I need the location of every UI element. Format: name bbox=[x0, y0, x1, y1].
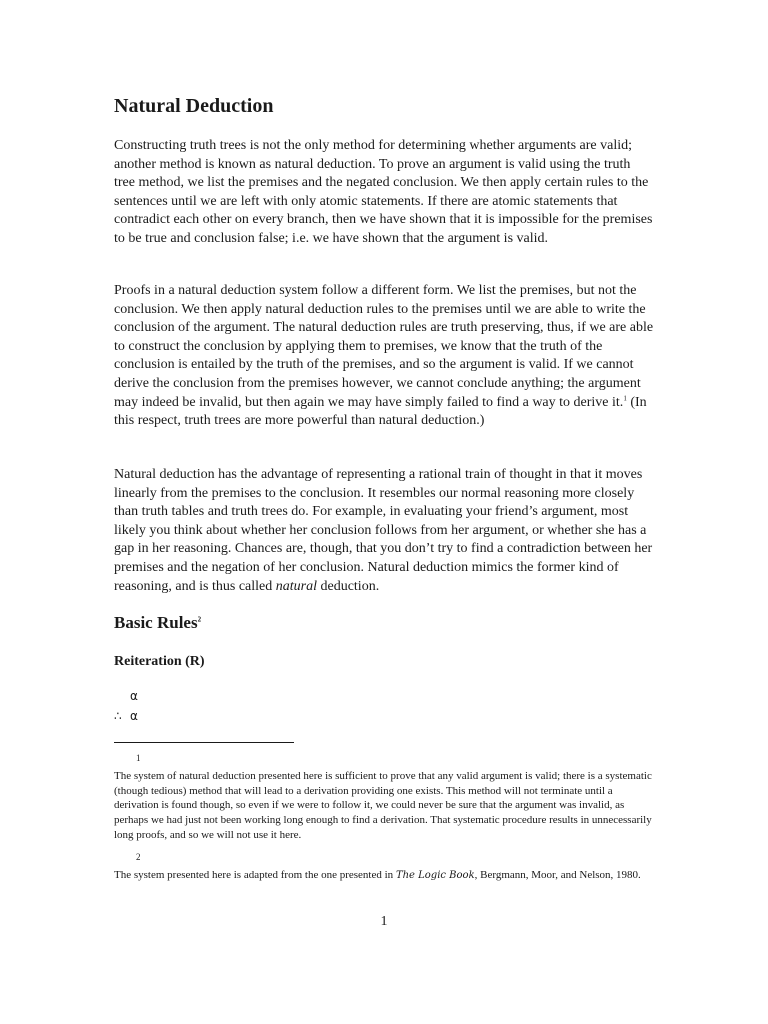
footnote-number-1: 1 bbox=[136, 753, 141, 763]
section-title bbox=[114, 612, 201, 634]
footnote-ref-2[interactable]: 2 bbox=[197, 615, 202, 624]
paragraph-advantage bbox=[114, 466, 654, 596]
footnote-number-2: 2 bbox=[136, 852, 141, 862]
document-title: Natural Deduction bbox=[114, 95, 274, 117]
footnote-text-1: The system of natural deduction presented here is sufficient to prove that any valid argument is valid; there is a systematic (though tedious) method that will lead to a derivation providing one exists. This method will not terminate until a derivation is found though, so even if we were to follow it, we could never be sure that the argument was invalid, as perhaps we had just not been working long enough to find a derivation. That systematic procedure results in unnecessarily long proofs, and so we will not use it here. bbox=[114, 770, 652, 841]
footnote-separator bbox=[114, 742, 294, 743]
paragraph-proofs-text: Proofs in a natural deduction system follow a different form. We list the premises, but not the conclusion. We then apply natural deduction rules to the premises until we are able to write the conclusion of the argument. The natural deduction rules are truth preserving, thus, if we are able to construct the conclusion by applying them to premises, we know that the truth of the conclusion is entailed by the truth of the premises, and so the argument is valid. If we cannot derive the conclusion from the premises however, we cannot conclude anything; the argument may indeed be invalid, but then again we may have simply failed to find a way to derive it. bbox=[114, 283, 654, 410]
paragraph-advantage-text: Natural deduction has the advantage of representing a rational train of thought in that it moves linearly from the premises to the conclusion. It resembles our normal reasoning more closely than truth tables and truth trees do. For example, in evaluating your friend’s argument, most likely you think about whether her conclusion follows from her argument, or whether she has a gap in her reasoning. Chances are, though, that you don’t try to find a contradiction between her premises and the negation of her conclusion. Natural deduction mimics the former kind of reasoning, and is thus called bbox=[114, 467, 653, 594]
emphasis-natural: natural bbox=[275, 578, 317, 594]
rule-premise-line bbox=[114, 688, 138, 704]
page-number: 1 bbox=[380, 914, 388, 929]
paragraph-advantage-tail: deduction. bbox=[316, 578, 380, 594]
book-title: The Logic Book bbox=[395, 870, 475, 881]
footnote-text-2 bbox=[114, 868, 654, 884]
rule-formula: α bbox=[130, 709, 138, 723]
therefore-symbol: ∴ bbox=[114, 709, 122, 723]
paragraph-truth-trees: Constructing truth trees is not the only method for determining whether arguments are valid; another method is known as natural deduction. To prove an argument is valid using the truth tree method, we list the premises and the negated conclusion. We then apply certain rules to the sentences until we are left with only atomic statements. If there are atomic statements that contradict each other on every branch, then we have shown that it is impossible for the premises to be true and conclusion false; i.e. we have shown that the argument is valid. bbox=[114, 138, 653, 246]
footnote-2-text: The system presented here is adapted from the one presented in bbox=[114, 869, 396, 881]
footnote-2-tail: , Bergmann, Moor, and Nelson, 1980. bbox=[474, 869, 641, 881]
subsection-title: Reiteration (R) bbox=[114, 654, 205, 669]
rule-conclusion-line bbox=[114, 708, 138, 724]
section-title-text: Basic Rules bbox=[114, 613, 198, 632]
rule-formula: α bbox=[130, 689, 138, 703]
footnote-ref-1[interactable]: 1 bbox=[623, 393, 627, 402]
paragraph-proofs-tail: (In this respect, truth trees are more powerful than natural deduction.) bbox=[114, 394, 647, 429]
paragraph-proofs bbox=[114, 282, 654, 431]
